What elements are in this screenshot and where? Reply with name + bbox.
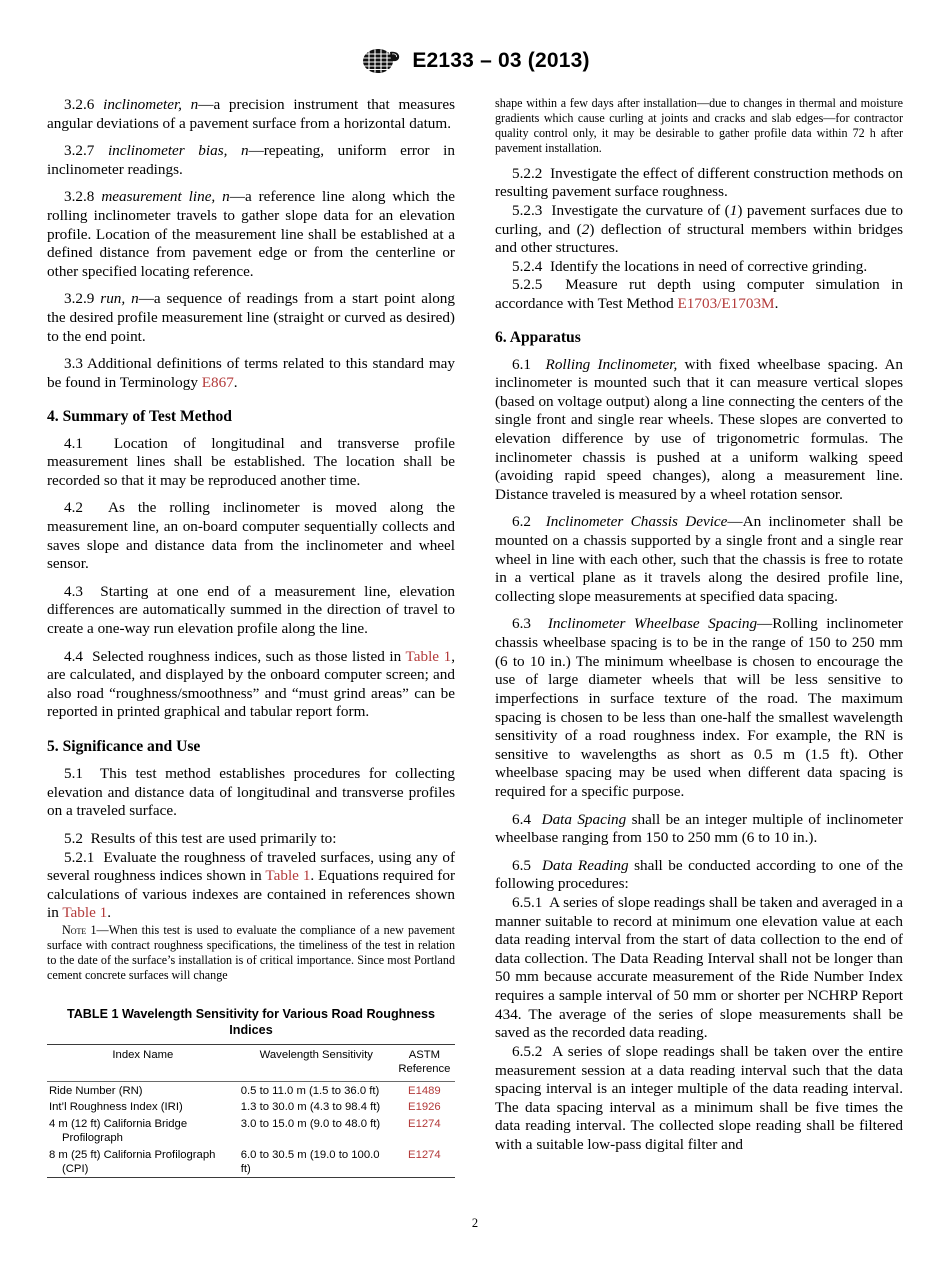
paragraph-6-3 (495, 615, 903, 801)
column-header-astm-line-1: ASTM (408, 1048, 441, 1061)
clause-text: shall be conducted according to one of the following procedures: (495, 856, 903, 893)
clause-text: Starting at one end of a measurement line, elevation differences are automatically summed in the direction of travel to create a one-way run elevation profile along the line. (47, 582, 456, 638)
defined-term: inclinometer bias, n (107, 142, 249, 160)
paragraph-4-1 (47, 435, 455, 491)
paragraph-5-2-1 (47, 849, 455, 923)
left-column (47, 96, 455, 1178)
note-label: Note (62, 922, 87, 937)
clause-number: 6.4 (512, 810, 531, 828)
paragraph-3-2-8 (47, 188, 455, 281)
cell-index-name-text: 4 m (12 ft) California Bridge Profilograph (49, 1117, 188, 1144)
paragraph-6-4 (495, 811, 903, 848)
table-row (47, 1082, 455, 1099)
clause-number: 3.2.6 (64, 96, 95, 113)
clause-text-end: , are calculated, and displayed by the onboard computer screen; and also road “roughness/smoothness” and “must grind areas” can be reported in printed graphical and tabular report form. (47, 647, 456, 721)
paragraph-3-2-9 (47, 290, 455, 346)
two-column-body (47, 96, 903, 1178)
document-designation: E2133 – 03 (2013) (412, 49, 590, 72)
clause-text: —a precision instrument that measures angular deviations of a pavement surface from a horizontal datum. (47, 96, 455, 132)
clause-number: 6.3 (512, 615, 531, 633)
clause-text: —a reference line along which the rolling inclinometer travels to gather slope data for an elevation profile. Location of the measurement line shall be established at a defined distance from pavement edge or from the centerline or other specified locating reference. (47, 188, 455, 280)
defined-term: Inclinometer Wheelbase Spacing (547, 615, 758, 633)
clause-text: Location of longitudinal and transverse profile measurement lines shall be established. The location shall be recorded so that it may be reproduced another time. (47, 434, 455, 489)
cell-wavelength: 6.0 to 30.5 m (19.0 to 100.0 ft) (239, 1146, 394, 1177)
paragraph-5-2-5 (495, 276, 903, 313)
clause-number: 5.1 (64, 765, 83, 783)
clause-number: 5.2.1 (64, 848, 95, 866)
clause-number: 3.2.9 (64, 290, 95, 308)
table-caption: TABLE 1 Wavelength Sensitivity for Various Road Roughness Indices (66, 1006, 436, 1037)
column-header-astm-reference (394, 1044, 455, 1082)
table-row (47, 1116, 455, 1147)
cell-index-name: Int’l Roughness Index (IRI) (49, 1101, 183, 1114)
clause-text: Selected roughness indices, such as those listed in (92, 647, 406, 665)
heading-6-apparatus: 6. Apparatus (495, 328, 581, 346)
defined-term: inclinometer, n (103, 96, 199, 113)
enumerator-1: 1 (729, 201, 738, 219)
astm-logo-icon (360, 48, 402, 74)
table-body (47, 1082, 455, 1178)
clause-number: 5.2.5 (512, 276, 543, 294)
clause-number: 4.1 (64, 434, 83, 452)
defined-term: run, n (100, 290, 139, 308)
clause-number: 5.2.2 (512, 164, 543, 182)
clause-number: 5.2.3 (512, 201, 543, 219)
note-1 (47, 923, 455, 983)
table-1-block (47, 1006, 455, 1179)
paragraph-6-5-1 (495, 894, 903, 1043)
note-1-continuation: shape within a few days after installation—due to changes in thermal and moisture gradients which cause curling at joints and cracks and slab edges—for contractor quality control only, it may be desirable to gather profile data within 72 h after pavement installation. (495, 96, 903, 155)
column-header-wavelength-sensitivity: Wavelength Sensitivity (239, 1044, 394, 1082)
clause-number: 4.2 (64, 499, 83, 517)
clause-text: Investigate the curvature of ( (551, 201, 730, 219)
page-header (0, 48, 950, 74)
clause-text-mid: ) pavement surfaces due to curling, and ( (495, 201, 904, 238)
clause-text: This test method establishes procedures for collecting elevation and distance data of longitudinal and transverse profiles on a traveled surface. (47, 765, 455, 820)
clause-text-end: . (774, 294, 779, 312)
clause-text: with fixed wheelbase spacing. An inclinometer is mounted such that it can measure vertical slopes (based on voltage output) along a line connecting the centers of the single front and single rear wheels. These slopes are converted to elevation difference by use of trigonometric formulas. The inclinometer chassis is pushed at a uniform walking speed (avoiding rapid speed changes), along a measurement line. Distance traveled is measured by a wheel rotation sensor. (495, 355, 904, 503)
defined-term: Data Spacing (541, 810, 627, 828)
cell-wavelength: 1.3 to 30.0 m (4.3 to 98.4 ft) (240, 1101, 381, 1114)
table-reference-link[interactable]: Table 1 (265, 867, 311, 885)
clause-number: 3.2.8 (64, 188, 95, 206)
clause-text: Investigate the effect of different construction methods on resulting pavement surface roughness. (495, 164, 904, 201)
clause-number: 6.5 (512, 856, 531, 874)
clause-text: Additional definitions of terms related to this standard may be found in Terminology (47, 355, 455, 391)
defined-term: measurement line, n (101, 188, 230, 206)
clause-text: Measure rut depth using computer simulation in accordance with Test Method (495, 276, 904, 312)
clause-number: 5.2.4 (512, 257, 543, 275)
clause-text: A series of slope readings shall be taken and averaged in a manner suitable to record at minimum one elevation value at each data reading interval from the start of data collection to the end of data collection. The Data Reading Interval shall not be longer than 50 mm because accurate measurement of the Ride Number Index requires a sample interval of 50 mm or shorter per NCHRP Report 434. The average of the series of slope measurements shall be saved as the recorded data reading. (495, 894, 903, 1042)
paragraph-5-2 (47, 830, 455, 849)
table-header-row (47, 1044, 455, 1082)
paragraph-6-1 (495, 356, 903, 505)
paragraph-4-3 (47, 583, 455, 639)
cell-astm-reference[interactable]: E1274 (394, 1146, 455, 1177)
cell-index-name-text: 8 m (25 ft) California Profilograph (CPI) (49, 1148, 216, 1175)
clause-number: 4.4 (64, 647, 83, 665)
clause-text: Evaluate the roughness of traveled surfaces, using any of several roughness indices shown in (47, 848, 455, 885)
cell-index-name (47, 1146, 239, 1177)
clause-number: 6.2 (512, 513, 531, 531)
paragraph-3-3 (47, 355, 455, 392)
paragraph-6-2 (495, 513, 903, 606)
clause-text: —a sequence of readings from a start point along the desired profile measurement line (straight or curved as desired) to the end point. (47, 290, 455, 345)
clause-text-end: . (107, 904, 112, 922)
cell-wavelength: 0.5 to 11.0 m (1.5 to 36.0 ft) (240, 1084, 380, 1097)
clause-text-mid: . Equations required for calculations of various indexes are contained in references shown in (47, 867, 456, 922)
paragraph-3-2-7 (47, 142, 455, 179)
enumerator-2: 2 (581, 220, 590, 238)
clause-text: Results of this test are used primarily to: (90, 829, 337, 847)
defined-term: Data Reading (542, 856, 629, 874)
clause-number: 5.2 (64, 829, 83, 847)
table-row (47, 1146, 455, 1177)
paragraph-3-2-6 (47, 96, 455, 133)
clause-number: 3.3 (64, 355, 83, 373)
defined-term: Inclinometer Chassis Device (545, 513, 728, 531)
clause-text: —An inclinometer shall be mounted on a chassis supported by a single front and a single rear wheel in line with each other, such that the chassis is free to rotate in a vertical plane as it travels along the desired profile line, collecting slope measurements at specified data spacing. (495, 513, 903, 605)
clause-text: A series of slope readings shall be taken over the entire measurement session at a data reading interval such that the data spacing interval is an integer multiple of the data reading interval. The data spacing interval as a minimum shall be five times the data reading interval. The collected slope reading shall be filtered with a suitable low-pass digital filter and (495, 1042, 903, 1153)
clause-text-end: ) deflection of structural members within bridges and other structures. (495, 220, 903, 257)
table-1-wavelength-sensitivity (47, 1044, 455, 1178)
clause-text: —Rolling inclinometer chassis wheelbase spacing is to be in the range of 150 to 250 mm (6 to 10 in.) The minimum wheelbase is chosen to encourage the use of large diameter wheels that will be less sensitive to imperfections in surface texture of the road. The maximum spacing is chosen to be less than one-half the smallest wavelength sensitivity of a road roughness index. For example, the RN is sensitive to wavelengths as short as 0.5 m (1.5 ft). Other wheelbase spacing may be used when different data spacing is required for a specific purpose. (495, 615, 903, 800)
clause-number: 6.5.2 (512, 1042, 543, 1060)
paragraph-5-2-2 (495, 165, 903, 202)
cell-index-name (47, 1116, 239, 1147)
standard-reference-link[interactable]: E1703/E1703M (677, 294, 775, 312)
paragraph-4-4 (47, 648, 455, 722)
table-reference-link[interactable]: Table 1 (405, 647, 452, 665)
paragraph-5-2-4 (495, 258, 903, 277)
clause-number: 6.1 (512, 355, 531, 373)
paragraph-5-2-3 (495, 202, 903, 258)
clause-text-end: . (233, 373, 238, 391)
table-row (47, 1099, 455, 1116)
cell-astm-reference[interactable]: E1274 (408, 1117, 441, 1130)
clause-text: As the rolling inclinometer is moved along the measurement line, an on-board computer sequentially collects and saves slope and distance data from the inclinometer and wheel sensor. (47, 499, 455, 573)
clause-text: shall be an integer multiple of inclinometer wheelbase ranging from 150 to 250 mm (6 to 10 in.). (495, 810, 904, 847)
cell-wavelength: 3.0 to 15.0 m (9.0 to 48.0 ft) (240, 1117, 381, 1130)
paragraph-6-5-2 (495, 1043, 903, 1155)
clause-number: 4.3 (64, 582, 83, 600)
note-number: 1— (86, 922, 109, 937)
standard-reference-link[interactable]: E867 (201, 373, 234, 391)
table-reference-link[interactable]: Table 1 (62, 904, 108, 922)
right-column (495, 96, 903, 1178)
clause-text: —repeating, uniform error in inclinometer readings. (47, 142, 456, 178)
paragraph-5-1 (47, 765, 455, 821)
paragraph-6-5 (495, 857, 903, 894)
clause-text: Identify the locations in need of corrective grinding. (549, 257, 868, 275)
heading-5-significance-and-use: 5. Significance and Use (47, 738, 201, 756)
column-header-astm-line-2: Reference (398, 1062, 451, 1075)
column-header-index-name: Index Name (47, 1044, 239, 1082)
note-text: When this test is used to evaluate the compliance of a new pavement surface with contract roughness specifications, the timeliness of the test in relation to the date of the surface’s installation is of critical importance. Since most Portland cement concrete surfaces will change (47, 922, 455, 982)
heading-4-summary-of-test-method: 4. Summary of Test Method (47, 407, 232, 425)
defined-term: Rolling Inclinometer, (545, 355, 678, 373)
cell-astm-reference[interactable]: E1489 (408, 1084, 441, 1097)
clause-number: 3.2.7 (64, 142, 95, 160)
clause-number: 6.5.1 (512, 894, 543, 912)
cell-index-name: Ride Number (RN) (49, 1084, 143, 1097)
table-head (47, 1044, 455, 1082)
page-number: 2 (471, 1216, 479, 1230)
cell-astm-reference[interactable]: E1926 (408, 1101, 441, 1114)
paragraph-4-2 (47, 499, 455, 573)
